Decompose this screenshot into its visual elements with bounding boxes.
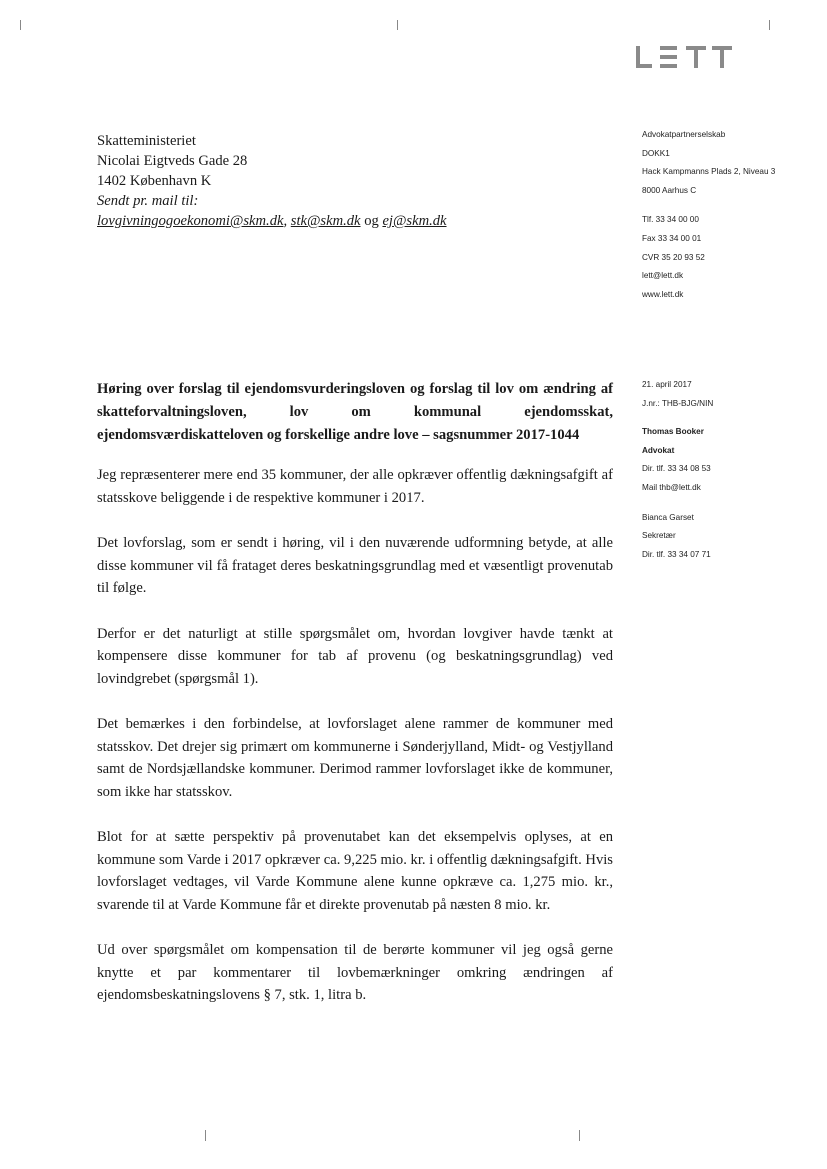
email-link-stk[interactable]: stk@skm.dk (290, 213, 361, 229)
firm-info (642, 126, 822, 304)
lawyer-name: Thomas Booker (642, 427, 704, 437)
body-paragraph: Det lovforslag, som er sendt i høring, vil i den nuværende udformning betyde, at alle disse kommuner vil få frataget deres beskatningsgrundlag med et væsentligt provenutab til følge. (97, 535, 613, 596)
margin-mark-bottom-left (205, 1130, 206, 1141)
body-paragraph: Blot for at sætte perspektiv på provenutabet kan det eksempelvis oplyses, at en kommune som Varde i 2017 opkræver ca. 9,225 mio. kr. i offentlig dækningsafgift. Hvis lovforslaget vedtages, vil Varde Kommune alene kunne opkræve ca. 1,275 mio. kr., svarende til at Varde Kommune får et direkte provenutab på næsten 8 mio. kr. (97, 829, 613, 913)
firm-email[interactable]: lett@lett.dk (642, 271, 684, 281)
and-word: og (364, 213, 379, 229)
body-paragraph: Jeg repræsenterer mere end 35 kommuner, der alle opkræver offentlig dækningsafgift af statsskove beliggende i de respektive kommuner i 2017. (97, 467, 613, 506)
lawyer-title: Advokat (642, 445, 675, 455)
email-link-ej[interactable]: ej@skm.dk (382, 213, 447, 229)
letter-body (97, 464, 613, 1030)
recipient-org: Skatteministeriet (97, 133, 196, 149)
lett-logo (636, 44, 736, 70)
letter-heading: Høring over forslag til ejendomsvurderingsloven og forslag til lov om ændring af skatteforvaltningsloven, lov om kommunal ejendomsskat, ejendomsværdiskatteloven og forskellige andre love – sagsnummer 2017-1044 (97, 381, 613, 443)
lawyer-mail: Mail thb@lett.dk (642, 482, 701, 492)
recipient-emails: lovgivningogoekonomi@skm.dk, stk@skm.dk og ej@skm.dk (97, 213, 447, 229)
firm-city: 8000 Aarhus C (642, 185, 697, 195)
body-paragraph: Derfor er det naturligt at stille spørgsmålet om, hvordan lovgiver havde tænkt at kompensere disse kommuner for tab af provenu (og beskatningsgrundlag) ved lovindgrebet (spørgsmål 1). (97, 625, 613, 687)
lawyer-phone: Dir. tlf. 33 34 08 53 (642, 464, 711, 474)
firm-website[interactable]: www.lett.dk (642, 289, 684, 299)
firm-street: Hack Kampmanns Plads 2, Niveau 3 (642, 167, 776, 177)
recipient-street: Nicolai Eigtveds Gade 28 (97, 153, 248, 169)
secretary-phone: Dir. tlf. 33 34 07 71 (642, 549, 711, 559)
margin-mark-top-left (20, 20, 21, 30)
margin-mark-top-center (397, 20, 398, 30)
margin-mark-bottom-right (579, 1130, 580, 1141)
margin-mark-top-right (769, 20, 770, 30)
sent-via-label: Sendt pr. mail til: (97, 193, 199, 209)
body-paragraph: Ud over spørgsmålet om kompensation til de berørte kommuner vil jeg også gerne knytte et par kommentarer til lovbemærkninger omkring ændringen af ejendomsbeskatningslovens § 7, stk. 1, litra b. (97, 942, 613, 1003)
firm-phone: Tlf. 33 34 00 00 (642, 215, 699, 225)
recipient-city: 1402 København K (97, 173, 212, 189)
firm-cvr: CVR 35 20 93 52 (642, 252, 705, 262)
secretary-name: Bianca Garset (642, 512, 694, 522)
journal-number: J.nr.: THB-BJG/NIN (642, 398, 714, 408)
body-paragraph: Det bemærkes i den forbindelse, at lovforslaget alene rammer de kommuner med statsskov. Det drejer sig primært om kommunerne i Sønderjylland, Midt- og Vestjylland samt de Nordsjællandske kommuner. Derimod rammer lovforslaget ikke de kommuner, som ikke har statsskov. (97, 716, 613, 800)
firm-fax: Fax 33 34 00 01 (642, 233, 702, 243)
case-meta (642, 376, 822, 564)
email-link-lovgivning[interactable]: lovgivningogoekonomi@skm.dk (97, 213, 284, 229)
recipient-address (97, 131, 577, 231)
secretary-title: Sekretær (642, 531, 676, 541)
letter-date: 21. april 2017 (642, 380, 692, 389)
firm-name: DOKK1 (642, 148, 670, 158)
firm-type: Advokatpartnerselskab (642, 130, 726, 139)
